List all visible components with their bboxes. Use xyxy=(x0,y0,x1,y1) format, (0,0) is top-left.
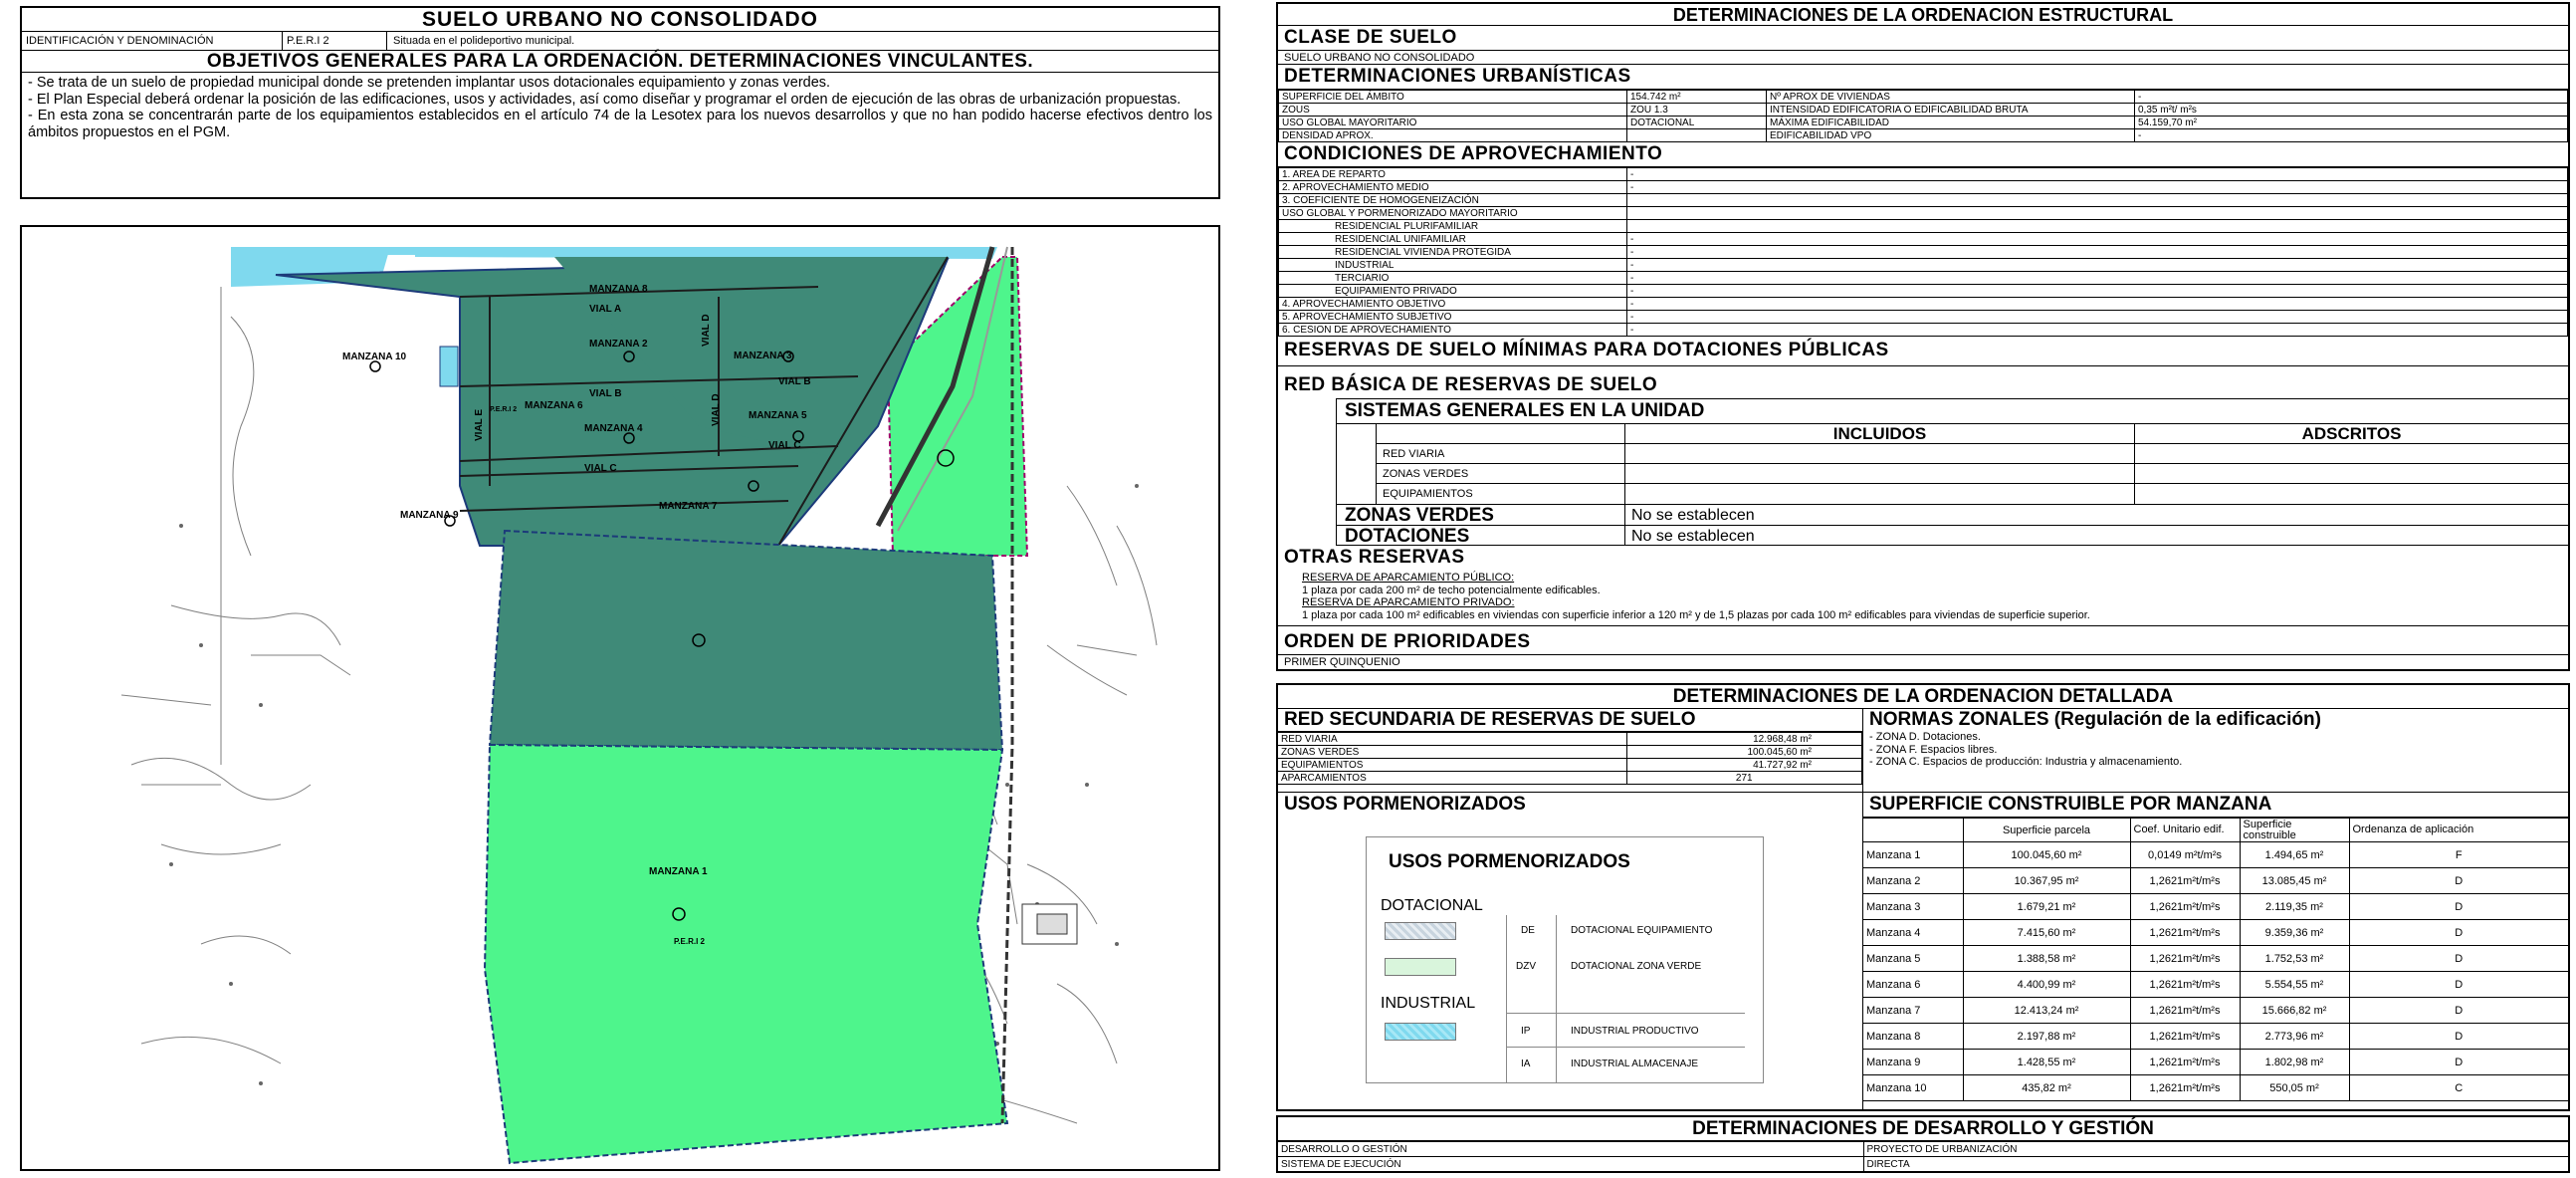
table-row: Manzana 3 1.679,21 m² 1,2621m²t/m²s 2.119,35 m² D xyxy=(1863,894,2568,920)
label-vial-c2: VIAL C xyxy=(768,440,801,451)
table-row: Manzana 5 1.388,58 m² 1,2621m²t/m²s 1.752,53 m² D xyxy=(1863,946,2568,972)
table-row: USO GLOBAL MAYORITARIO DOTACIONAL MÁXIMA EDIFICABILIDAD 54.159,70 m² xyxy=(1279,117,2568,129)
label-vial-d: VIAL D xyxy=(701,314,712,347)
sistemas-row-label: EQUIPAMIENTOS xyxy=(1383,488,1473,500)
estructural-panel xyxy=(1276,2,2570,671)
dotaciones-label: DOTACIONES xyxy=(1337,526,1625,545)
legend-divider xyxy=(1506,1013,1745,1014)
desarrollo-panel xyxy=(1276,1115,2570,1173)
objectives-title: OBJETIVOS GENERALES PARA LA ORDENACIÓN. DETERMINACIONES VINCULANTES. xyxy=(22,51,1218,73)
legend-vdivider xyxy=(1506,915,1507,1082)
label-manzana9: MANZANA 9 xyxy=(400,510,459,521)
legend-title: USOS PORMENORIZADOS xyxy=(1389,851,1630,872)
table-row: RESIDENCIAL PLURIFAMILIAR xyxy=(1279,220,2568,233)
label-peri-lower: P.E.R.I 2 xyxy=(674,937,705,946)
estructural-title: DETERMINACIONES DE LA ORDENACION ESTRUCTURAL xyxy=(1278,4,2568,26)
legend-code-de: DE xyxy=(1521,925,1535,936)
usos-pormenorizados xyxy=(1278,793,1863,1109)
incluidos-column xyxy=(1625,424,2135,504)
table-row: Manzana 1 100.045,60 m² 0,0149 m²t/m²s 1.494,65 m² F xyxy=(1863,842,2568,868)
table-row: SISTEMA DE EJECUCIÓN DIRECTA xyxy=(1278,1157,2568,1172)
clase-suelo-value: SUELO URBANO NO CONSOLIDADO xyxy=(1278,51,2568,65)
label-vial-d2: VIAL D xyxy=(711,393,722,426)
manzana-10-area xyxy=(440,347,458,386)
table-row: Manzana 2 10.367,95 m² 1,2621m²t/m²s 13.085,45 m² D xyxy=(1863,868,2568,894)
otras-line: RESERVA DE APARCAMIENTO PÚBLICO: xyxy=(1302,572,1515,584)
normas-lines xyxy=(1863,731,2568,769)
otras-line: 1 plaza por cada 200 m² de techo potencialmente edificables. xyxy=(1302,584,1601,596)
sistemas-grid xyxy=(1337,424,2568,504)
objective-item: - El Plan Especial deberá ordenar la posición de las edificaciones, usos y actividades, así como diseñar y programar el orden de ejecución de las obras de urbanización propuestas. xyxy=(28,91,1181,108)
otras-reservas-title: OTRAS RESERVAS xyxy=(1284,547,1465,568)
desarrollo-title: DETERMINACIONES DE DESARROLLO Y GESTIÓN xyxy=(1278,1117,2568,1141)
id-value: P.E.R.I 2 xyxy=(283,32,387,50)
legend-label-ip: INDUSTRIAL PRODUCTIVO xyxy=(1571,1026,1699,1037)
table-row: EQUIPAMIENTOS 41.727,92 m² xyxy=(1278,759,1862,772)
zonas-verdes-label: ZONAS VERDES xyxy=(1337,505,1625,525)
label-manzana1: MANZANA 1 xyxy=(649,866,708,877)
legend-label-dzv: DOTACIONAL ZONA VERDE xyxy=(1571,961,1702,972)
legend-swatch-de xyxy=(1385,922,1456,940)
legend-industrial: INDUSTRIAL xyxy=(1381,995,1476,1012)
dotaciones-value: No se establecen xyxy=(1631,528,1755,545)
detallada-top xyxy=(1278,709,2568,793)
zonas-verdes-row xyxy=(1336,504,2568,525)
legend-box xyxy=(1366,836,1764,1083)
aprovechamiento-table xyxy=(1278,167,2568,337)
table-row: TERCIARIO - xyxy=(1279,272,2568,285)
label-vial-e: VIAL E xyxy=(474,408,485,441)
normas-zonales xyxy=(1863,709,2568,792)
urbanisticas-table xyxy=(1278,90,2568,142)
adscritos-header: ADSCRITOS xyxy=(2135,424,2568,444)
label-vial-b2: VIAL B xyxy=(778,376,811,387)
central-block xyxy=(490,531,1002,750)
legend-vdivider-2 xyxy=(1556,915,1557,1082)
legend-code-ip: IP xyxy=(1521,1026,1531,1037)
superficie-construible xyxy=(1863,793,2568,1109)
sistemas-row-label: ZONAS VERDES xyxy=(1377,464,1624,484)
reservas-title: RESERVAS DE SUELO MÍNIMAS PARA DOTACIONES PÚBLICAS xyxy=(1278,337,2568,366)
label-manzana4: MANZANA 4 xyxy=(584,423,643,434)
detallada-bottom xyxy=(1278,793,2568,1109)
label-manzana6: MANZANA 6 xyxy=(525,400,583,411)
label-manzana7: MANZANA 7 xyxy=(659,501,718,512)
table-row: RESIDENCIAL UNIFAMILIAR - xyxy=(1279,233,2568,246)
detallada-panel xyxy=(1276,683,2570,1111)
red-basica-title: RED BÁSICA DE RESERVAS DE SUELO xyxy=(1284,374,1658,395)
legend-code-ia: IA xyxy=(1521,1059,1531,1069)
norma-line: - ZONA D. Dotaciones. xyxy=(1869,731,1981,743)
legend-swatch-ip xyxy=(1385,1023,1456,1041)
label-manzana10: MANZANA 10 xyxy=(342,352,407,362)
situation-text: Situada en el polideportivo municipal. xyxy=(393,35,575,47)
label-manzana3: MANZANA 3 xyxy=(734,351,792,361)
label-manzana8: MANZANA 8 xyxy=(589,284,648,295)
table-row: USO GLOBAL Y PORMENORIZADO MAYORITARIO xyxy=(1279,207,2568,220)
site-plan-map xyxy=(20,225,1220,1171)
superficie-title: SUPERFICIE CONSTRUIBLE POR MANZANA xyxy=(1863,793,2568,818)
legend-label-de: DOTACIONAL EQUIPAMIENTO xyxy=(1571,925,1713,936)
table-row: Manzana 7 12.413,24 m² 1,2621m²t/m²s 15.666,82 m² D xyxy=(1863,998,2568,1024)
table-row: DENSIDAD APROX. EDIFICABILIDAD VPO - xyxy=(1279,129,2568,142)
page-title: SUELO URBANO NO CONSOLIDADO xyxy=(22,8,1218,32)
zonas-verdes-value: No se establecen xyxy=(1631,507,1755,524)
table-row: Manzana 9 1.428,55 m² 1,2621m²t/m²s 1.802,98 m² D xyxy=(1863,1050,2568,1075)
table-row: RESIDENCIAL VIVIENDA PROTEGIDA - xyxy=(1279,246,2568,259)
table-row: SUPERFICIE DEL ÁMBITO 154.742 m² Nº APROX DE VIVIENDAS - xyxy=(1279,91,2568,104)
legend-swatch-dzv xyxy=(1385,958,1456,976)
table-row: 6. CESION DE APROVECHAMIENTO - xyxy=(1279,324,2568,337)
incluidos-header: INCLUIDOS xyxy=(1625,424,2134,444)
identification-row xyxy=(22,32,1218,51)
red-secundaria-title: RED SECUNDARIA DE RESERVAS DE SUELO xyxy=(1278,709,1862,732)
table-row: DESARROLLO O GESTIÓN PROYECTO DE URBANIZACIÓN xyxy=(1278,1142,2568,1157)
objective-item: - Se trata de un suelo de propiedad municipal donde se pretenden implantar usos dotacionales equipamiento y zonas verdes. xyxy=(28,75,831,91)
legend-code-dzv: DZV xyxy=(1516,961,1536,972)
table-row: INDUSTRIAL - xyxy=(1279,259,2568,272)
table-row: 4. APROVECHAMIENTO OBJETIVO - xyxy=(1279,298,2568,311)
superficie-table xyxy=(1863,818,2568,1101)
building-right-2 xyxy=(1037,914,1067,934)
table-row: 5. APROVECHAMIENTO SUBJETIVO - xyxy=(1279,311,2568,324)
sistemas-spacer xyxy=(1337,424,1377,504)
adscritos-column xyxy=(2135,424,2568,504)
table-row: Manzana 6 4.400,99 m² 1,2621m²t/m²s 5.554,55 m² D xyxy=(1863,972,2568,998)
id-label: IDENTIFICACIÓN Y DENOMINACIÓN xyxy=(22,32,283,50)
desarrollo-table xyxy=(1278,1141,2568,1172)
sistemas-rows xyxy=(1377,424,1625,504)
norma-line: - ZONA C. Espacios de producción: Industria y almacenamiento. xyxy=(1869,756,2183,768)
prioridades-title: ORDEN DE PRIORIDADES xyxy=(1278,626,2568,655)
label-vial-b: VIAL B xyxy=(589,388,622,399)
otras-line: 1 plaza por cada 100 m² edificables en viviendas con superficie inferior a 120 m² y de 1,5 plazas por cada 100 m² edificables para viviendas de superficie superior. xyxy=(1302,608,2090,621)
usos-title: USOS PORMENORIZADOS xyxy=(1284,794,1526,815)
red-secundaria xyxy=(1278,709,1863,792)
label-manzana5: MANZANA 5 xyxy=(749,410,807,421)
clase-suelo-title: CLASE DE SUELO xyxy=(1278,26,2568,51)
otras-line: RESERVA DE APARCAMIENTO PRIVADO: xyxy=(1302,596,1515,608)
label-vial-a: VIAL A xyxy=(589,304,622,315)
table-row: 2. APROVECHAMIENTO MEDIO - xyxy=(1279,181,2568,194)
table-header-row: Superficie parcela Coef. Unitario edif. Superficie construible Ordenanza de aplicación xyxy=(1863,819,2568,842)
objective-item: - En esta zona se concentrarán parte de los equipamientos establecidos en el artículo 74 de la Lesotex para los nuevos desarrollos y que no han podido hacerse efectivos dentro los ámbitos propuestos en el PGM. xyxy=(28,108,1212,140)
legend-dotacional: DOTACIONAL xyxy=(1381,897,1483,914)
label-peri-upper: P.E.R.I 2 xyxy=(490,406,518,413)
objectives-list xyxy=(22,73,1218,142)
prioridades-value: PRIMER QUINQUENIO xyxy=(1284,656,1400,668)
table-row: 1. AREA DE REPARTO - xyxy=(1279,168,2568,181)
legend-divider-2 xyxy=(1506,1047,1745,1048)
table-row: Manzana 10 435,82 m² 1,2621m²t/m²s 550,05 m² C xyxy=(1863,1075,2568,1101)
table-row: ZONAS VERDES 100.045,60 m² xyxy=(1278,746,1862,759)
site-plan-svg xyxy=(22,227,1218,1169)
table-row: RED VIARIA 12.968,48 m² xyxy=(1278,733,1862,746)
manzana-1-area xyxy=(485,745,1007,1163)
sistemas-title: SISTEMAS GENERALES EN LA UNIDAD xyxy=(1337,399,2568,424)
sistemas-row-label: RED VIARIA xyxy=(1377,444,1624,464)
urbanisticas-title: DETERMINACIONES URBANÍSTICAS xyxy=(1278,65,2568,90)
legend-label-ia: INDUSTRIAL ALMACENAJE xyxy=(1571,1059,1698,1069)
table-row: APARCAMIENTOS 271 xyxy=(1278,772,1862,785)
dotaciones-row xyxy=(1336,525,2568,546)
table-row: 3. COEFICIENTE DE HOMOGENEIZACIÓN xyxy=(1279,194,2568,207)
table-row: Manzana 4 7.415,60 m² 1,2621m²t/m²s 9.359,36 m² D xyxy=(1863,920,2568,946)
otras-reservas-text xyxy=(1278,570,2568,626)
red-secundaria-table xyxy=(1278,732,1862,785)
table-row: Manzana 8 2.197,88 m² 1,2621m²t/m²s 2.773,96 m² D xyxy=(1863,1024,2568,1050)
label-vial-c: VIAL C xyxy=(584,463,617,474)
label-manzana2: MANZANA 2 xyxy=(589,339,648,350)
sistemas-generales xyxy=(1336,398,2568,504)
table-row: ZOUS ZOU 1.3 INTENSIDAD EDIFICATORIA O EDIFICABILIDAD BRUTA 0,35 m²t/ m²s xyxy=(1279,104,2568,117)
normas-title: NORMAS ZONALES (Regulación de la edificación) xyxy=(1869,709,2321,730)
aprovechamiento-title: CONDICIONES DE APROVECHAMIENTO xyxy=(1278,142,2568,167)
table-row: EQUIPAMIENTO PRIVADO - xyxy=(1279,285,2568,298)
header-panel xyxy=(20,6,1220,199)
detallada-title: DETERMINACIONES DE LA ORDENACION DETALLADA xyxy=(1278,685,2568,709)
norma-line: - ZONA F. Espacios libres. xyxy=(1869,743,1998,756)
